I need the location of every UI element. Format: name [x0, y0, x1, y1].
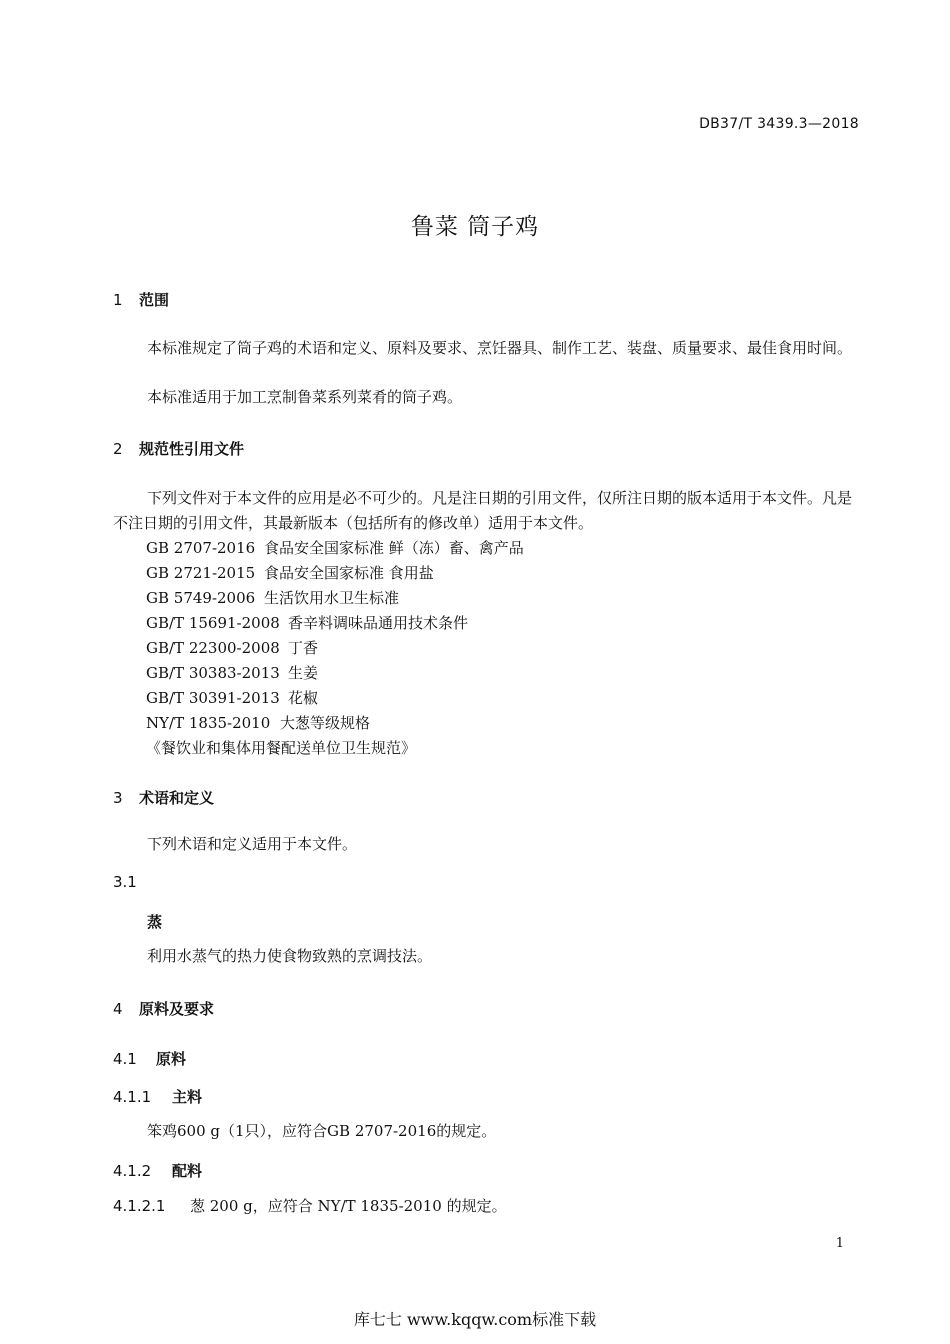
document-title: 鲁菜 筒子鸡	[410, 214, 540, 240]
reference-code: GB/T 22300-2008	[146, 639, 280, 657]
reference-title: 生活饮用水卫生标准	[264, 589, 400, 607]
section-number: 3	[113, 789, 123, 807]
section-heading-normative-references	[113, 438, 244, 459]
standard-code: DB37/T 3439.3—2018	[699, 116, 859, 132]
scope-paragraph-1: 本标准规定了筒子鸡的术语和定义、原料及要求、烹饪器具、制作工艺、装盘、质量要求、最佳食用时间。	[147, 339, 853, 357]
reference-title: 香辛料调味品通用技术条件	[288, 614, 469, 632]
reference-item	[146, 536, 524, 561]
reference-code: GB 2721-2015	[146, 564, 256, 582]
term-name: 蒸	[147, 913, 163, 931]
reference-item	[146, 711, 524, 736]
subsection-title: 主料	[172, 1088, 203, 1106]
reference-code: GB/T 15691-2008	[146, 614, 280, 632]
subsection-title: 原料	[156, 1050, 187, 1068]
reference-title: 《餐饮业和集体用餐配送单位卫生规范》	[146, 739, 417, 757]
reference-item	[146, 661, 524, 686]
subsection-number: 4.1	[113, 1050, 137, 1068]
section-title: 规范性引用文件	[139, 440, 245, 458]
subsection-number: 4.1.1	[113, 1088, 152, 1106]
subsection-title: 配料	[172, 1162, 203, 1180]
reference-title: 大葱等级规格	[280, 714, 371, 732]
clause-number: 4.1.2.1	[113, 1197, 166, 1215]
subsection-heading-raw-materials	[113, 1048, 186, 1069]
section-number: 4	[113, 1000, 123, 1018]
section-heading-scope	[113, 289, 169, 310]
reference-item	[146, 686, 524, 711]
subsection-number: 4.1.2	[113, 1162, 152, 1180]
term-number: 3.1	[113, 873, 137, 891]
reference-code: NY/T 1835-2010	[146, 714, 271, 732]
reference-code: GB/T 30391-2013	[146, 689, 280, 707]
main-ingredient-text: 笨鸡600 g（1只），应符合GB 2707-2016的规定。	[147, 1122, 497, 1140]
section-number: 1	[113, 291, 123, 309]
reference-item	[146, 561, 524, 586]
reference-title: 丁香	[288, 639, 319, 657]
section-title: 术语和定义	[139, 789, 215, 807]
section-number: 2	[113, 440, 123, 458]
reference-code: GB/T 30383-2013	[146, 664, 280, 682]
reference-code: GB 2707-2016	[146, 539, 256, 557]
clause-scallion	[113, 1194, 507, 1219]
subsection-heading-main-ingredient	[113, 1086, 202, 1107]
reference-title: 生姜	[288, 664, 319, 682]
reference-item	[146, 636, 524, 661]
reference-item	[146, 611, 524, 636]
section-heading-terms	[113, 787, 214, 808]
reference-list	[146, 536, 524, 761]
references-intro: 下列文件对于本文件的应用是必不可少的。凡是注日期的引用文件，仅所注日期的版本适用于本文件。凡是不注日期的引用文件，其最新版本（包括所有的修改单）适用于本文件。	[113, 489, 853, 532]
reference-item	[146, 736, 524, 761]
terms-intro: 下列术语和定义适用于本文件。	[147, 835, 358, 853]
section-title: 范围	[139, 291, 170, 309]
clause-text: 葱 200 g，应符合 NY/T 1835-2010 的规定。	[190, 1197, 507, 1215]
page-number: 1	[835, 1236, 844, 1251]
footer-watermark: 库七七 www.kqqw.com标准下载	[353, 1310, 597, 1329]
scope-paragraph-2: 本标准适用于加工烹制鲁菜系列菜肴的筒子鸡。	[147, 388, 463, 406]
reference-title: 食品安全国家标准 鲜（冻）畜、禽产品	[264, 539, 524, 557]
section-title: 原料及要求	[139, 1000, 215, 1018]
term-definition: 利用水蒸气的热力使食物致熟的烹调技法。	[147, 947, 433, 965]
reference-title: 食品安全国家标准 食用盐	[264, 564, 434, 582]
reference-title: 花椒	[288, 689, 319, 707]
section-heading-materials	[113, 998, 214, 1019]
reference-item	[146, 586, 524, 611]
subsection-heading-accessories	[113, 1160, 202, 1181]
reference-code: GB 5749-2006	[146, 589, 256, 607]
